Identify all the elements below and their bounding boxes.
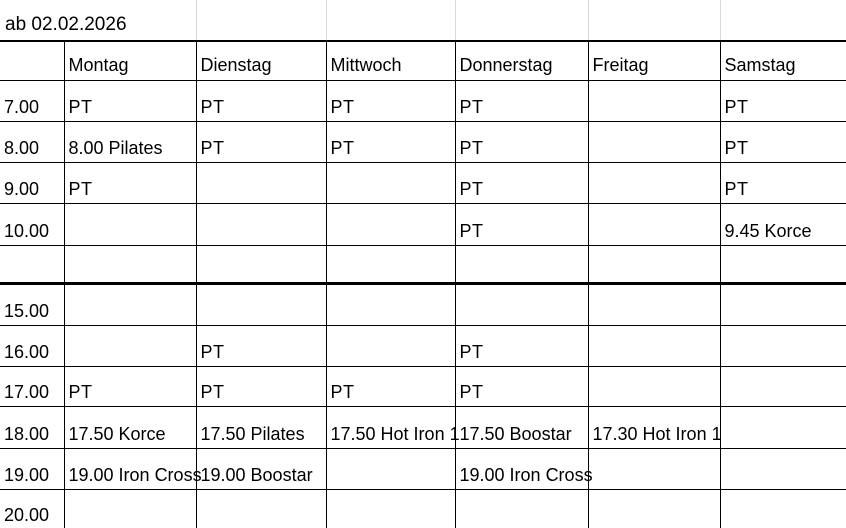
time-label-cell[interactable]: 7.00 <box>0 81 64 122</box>
schedule-cell[interactable]: PT <box>64 81 196 122</box>
schedule-cell[interactable]: 17.50 Hot Iron 1 <box>326 407 455 449</box>
schedule-cell[interactable] <box>64 284 196 326</box>
schedule-cell[interactable] <box>326 204 455 246</box>
schedule-cell[interactable]: 19.00 Iron Cross <box>455 449 588 490</box>
corner-cell[interactable] <box>0 42 64 81</box>
schedule-cell[interactable] <box>720 490 846 528</box>
schedule-cell[interactable] <box>326 246 455 284</box>
schedule-cell[interactable]: PT <box>455 367 588 407</box>
schedule-cell[interactable]: 17.50 Pilates <box>196 407 326 449</box>
schedule-cell[interactable]: 19.00 Iron Cross <box>64 449 196 490</box>
schedule-cell[interactable]: PT <box>196 326 326 367</box>
sheet-title: ab 02.02.2026 <box>5 14 127 35</box>
schedule-cell[interactable]: 19.00 Boostar <box>196 449 326 490</box>
schedule-cell[interactable] <box>720 246 846 284</box>
schedule-cell[interactable] <box>588 122 720 163</box>
schedule-cell[interactable] <box>196 490 326 528</box>
schedule-cell[interactable] <box>64 246 196 284</box>
schedule-cell[interactable] <box>196 204 326 246</box>
day-header-freitag[interactable]: Freitag <box>588 42 720 81</box>
schedule-cell[interactable]: PT <box>720 163 846 204</box>
schedule-cell[interactable] <box>455 246 588 284</box>
schedule-cell[interactable] <box>588 81 720 122</box>
schedule-cell[interactable] <box>455 490 588 528</box>
schedule-cell[interactable]: PT <box>326 367 455 407</box>
schedule-cell[interactable] <box>455 284 588 326</box>
schedule-cell[interactable] <box>588 246 720 284</box>
schedule-cell[interactable]: PT <box>326 122 455 163</box>
schedule-cell[interactable] <box>588 367 720 407</box>
time-label-cell[interactable]: 9.00 <box>0 163 64 204</box>
schedule-cell[interactable] <box>64 326 196 367</box>
schedule-cell[interactable] <box>326 326 455 367</box>
day-header-montag[interactable]: Montag <box>64 42 196 81</box>
schedule-cell[interactable] <box>588 284 720 326</box>
column-gridline <box>455 0 456 40</box>
schedule-row <box>0 284 846 326</box>
schedule-cell[interactable]: PT <box>455 122 588 163</box>
schedule-cell[interactable]: PT <box>326 81 455 122</box>
schedule-cell[interactable]: PT <box>720 81 846 122</box>
time-label-cell[interactable]: 19.00 <box>0 449 64 490</box>
schedule-row <box>0 163 846 204</box>
schedule-cell[interactable] <box>720 284 846 326</box>
schedule-cell[interactable] <box>326 163 455 204</box>
schedule-row <box>0 367 846 407</box>
schedule-cell[interactable]: PT <box>196 122 326 163</box>
column-gridline <box>196 0 197 40</box>
schedule-cell[interactable] <box>588 204 720 246</box>
day-header-row <box>0 42 846 81</box>
time-label-cell[interactable]: 10.00 <box>0 204 64 246</box>
schedule-cell[interactable] <box>588 163 720 204</box>
schedule-cell[interactable]: PT <box>455 163 588 204</box>
schedule-cell[interactable]: PT <box>64 367 196 407</box>
schedule-row <box>0 490 846 528</box>
schedule-cell[interactable]: 17.50 Boostar <box>455 407 588 449</box>
day-header-samstag[interactable]: Samstag <box>720 42 846 81</box>
schedule-body <box>0 81 846 528</box>
schedule-cell[interactable]: PT <box>455 204 588 246</box>
time-label-cell[interactable]: 17.00 <box>0 367 64 407</box>
schedule-cell[interactable] <box>588 326 720 367</box>
schedule-cell[interactable] <box>720 449 846 490</box>
title-cell[interactable] <box>0 0 846 41</box>
time-label-cell[interactable]: 16.00 <box>0 326 64 367</box>
schedule-cell[interactable] <box>64 490 196 528</box>
column-gridline <box>326 0 327 40</box>
time-label-cell[interactable]: 20.00 <box>0 490 64 528</box>
schedule-row <box>0 326 846 367</box>
schedule-row <box>0 246 846 284</box>
schedule-cell[interactable] <box>326 490 455 528</box>
schedule-cell[interactable] <box>196 246 326 284</box>
schedule-cell[interactable]: PT <box>196 81 326 122</box>
column-gridline <box>720 0 721 40</box>
schedule-cell[interactable] <box>196 163 326 204</box>
schedule-cell[interactable]: 17.30 Hot Iron 1 <box>588 407 720 449</box>
schedule-cell[interactable] <box>720 407 846 449</box>
time-label-cell[interactable] <box>0 246 64 284</box>
time-label-cell[interactable]: 18.00 <box>0 407 64 449</box>
schedule-cell[interactable]: PT <box>455 326 588 367</box>
schedule-cell[interactable]: PT <box>64 163 196 204</box>
schedule-cell[interactable] <box>326 284 455 326</box>
schedule-cell[interactable] <box>64 204 196 246</box>
day-header-dienstag[interactable]: Dienstag <box>196 42 326 81</box>
schedule-row <box>0 449 846 490</box>
schedule-cell[interactable] <box>588 449 720 490</box>
schedule-cell[interactable]: PT <box>455 81 588 122</box>
schedule-table <box>0 41 846 528</box>
schedule-cell[interactable] <box>720 367 846 407</box>
schedule-row <box>0 122 846 163</box>
schedule-cell[interactable] <box>720 326 846 367</box>
day-header-donnerstag[interactable]: Donnerstag <box>455 42 588 81</box>
schedule-cell[interactable] <box>196 284 326 326</box>
schedule-cell[interactable] <box>588 490 720 528</box>
schedule-cell[interactable]: 9.45 Korce <box>720 204 846 246</box>
schedule-row <box>0 204 846 246</box>
schedule-cell[interactable]: PT <box>196 367 326 407</box>
schedule-cell[interactable]: PT <box>720 122 846 163</box>
schedule-cell[interactable]: 17.50 Korce <box>64 407 196 449</box>
schedule-cell[interactable] <box>326 449 455 490</box>
schedule-row <box>0 81 846 122</box>
schedule-cell[interactable]: 8.00 Pilates <box>64 122 196 163</box>
time-label-cell[interactable]: 15.00 <box>0 284 64 326</box>
day-header-mittwoch[interactable]: Mittwoch <box>326 42 455 81</box>
schedule-row <box>0 407 846 449</box>
time-label-cell[interactable]: 8.00 <box>0 122 64 163</box>
column-gridline <box>588 0 589 40</box>
